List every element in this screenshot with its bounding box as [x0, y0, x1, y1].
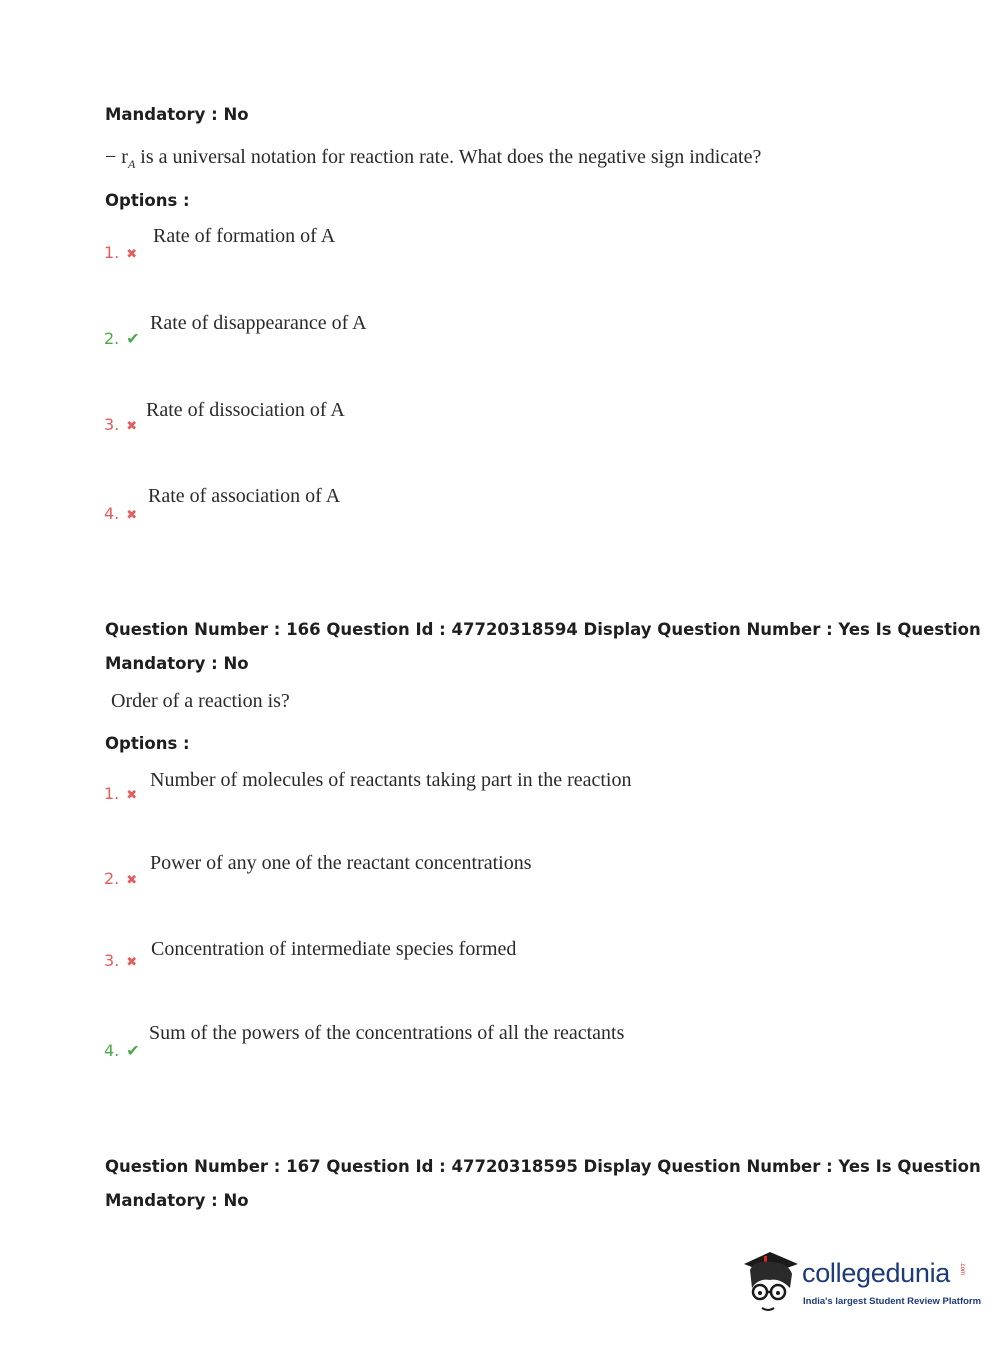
q165-options-label: Options :	[105, 191, 190, 210]
wrong-mark-icon: ✖	[126, 508, 138, 523]
collegedunia-logo[interactable]	[740, 1248, 982, 1318]
q165-question	[105, 146, 761, 172]
q165-option-2-text: Rate of disappearance of A	[150, 312, 367, 334]
wrong-mark-icon: ✖	[126, 419, 138, 434]
q165-question-prefix: − r	[105, 146, 128, 168]
logo-tagline: India's largest Student Review Platform	[803, 1296, 982, 1307]
q167-mandatory: Mandatory : No	[105, 1191, 249, 1210]
q166-option-2-number	[104, 869, 137, 888]
q166-option-4-number	[104, 1041, 140, 1060]
option-number: 2.	[104, 869, 120, 888]
q165-question-rest: is a universal notation for reaction rate. What does the negative sign indicate?	[135, 146, 762, 168]
q165-option-3-text: Rate of dissociation of A	[146, 399, 345, 421]
option-number: 1.	[104, 784, 120, 803]
q165-option-1-text: Rate of formation of A	[153, 225, 336, 247]
mascot-icon	[740, 1248, 802, 1318]
q166-option-3-text: Concentration of intermediate species formed	[151, 938, 517, 960]
option-number: 3.	[104, 951, 120, 970]
q166-header: Question Number : 166 Question Id : 47720318594 Display Question Number : Yes Is Question	[105, 620, 981, 639]
q166-mandatory: Mandatory : No	[105, 654, 249, 673]
option-number: 4.	[104, 1041, 120, 1060]
q165-option-1-number	[104, 243, 137, 262]
q165-question-sub: A	[127, 157, 136, 171]
q165-option-3-number	[104, 415, 137, 434]
wrong-mark-icon: ✖	[126, 955, 138, 970]
wrong-mark-icon: ✖	[126, 873, 138, 888]
q165-option-2-number	[104, 329, 140, 348]
q166-option-1-text: Number of molecules of reactants taking part in the reaction	[150, 769, 632, 791]
q167-header: Question Number : 167 Question Id : 47720318595 Display Question Number : Yes Is Question	[105, 1157, 981, 1176]
q166-option-4-text: Sum of the powers of the concentrations of all the reactants	[149, 1022, 625, 1044]
option-number: 1.	[104, 243, 120, 262]
correct-check-icon: ✔	[126, 1041, 140, 1060]
logo-dotcom-text: .com	[959, 1262, 965, 1276]
wrong-mark-icon: ✖	[126, 247, 138, 262]
wrong-mark-icon: ✖	[126, 788, 138, 803]
q165-mandatory: Mandatory : No	[105, 105, 249, 124]
correct-check-icon: ✔	[126, 329, 140, 348]
option-number: 2.	[104, 329, 120, 348]
q166-options-label: Options :	[105, 734, 190, 753]
q166-option-3-number	[104, 951, 137, 970]
q165-option-4-text: Rate of association of A	[148, 485, 341, 507]
q166-question: Order of a reaction is?	[111, 690, 290, 712]
option-number: 4.	[104, 504, 120, 523]
q165-option-4-number	[104, 504, 137, 523]
q166-option-2-text: Power of any one of the reactant concentrations	[150, 852, 532, 874]
logo-brand-text: collegedunia	[802, 1258, 951, 1288]
q166-option-1-number	[104, 784, 137, 803]
option-number: 3.	[104, 415, 120, 434]
